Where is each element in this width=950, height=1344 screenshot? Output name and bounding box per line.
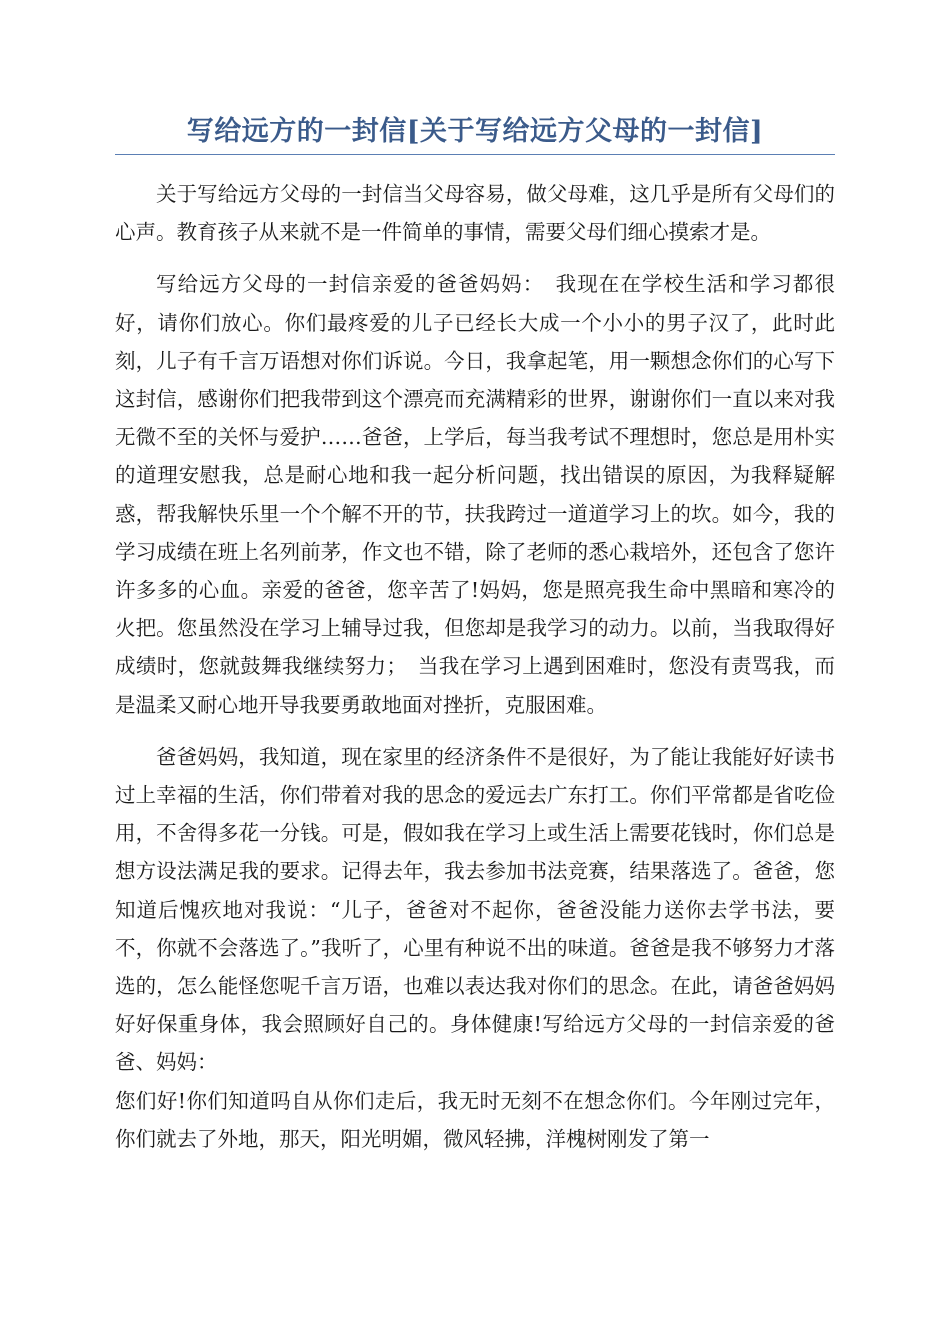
paragraph-letter-two: 爸爸妈妈，我知道，现在家里的经济条件不是很好，为了能让我能好好读书过上幸福的生活，你们带着对我的思念的爱远去广东打工。你们平常都是省吃俭用，不舍得多花一分钱。可是，假如我在学习上或生活上需要花钱时，你们总是想方设法满足我的要求。记得去年，我去参加书法竞赛，结果落选了。爸爸，您知道后愧疚地对我说：“儿子，爸爸对不起你，爸爸没能力送你去学书法，要不，你就不会落选了。”我听了，心里有种说不出的味道。爸爸是我不够努力才落选的，怎么能怪您呢千言万语，也难以表达我对你们的思念。在此，请爸爸妈妈好好保重身体，我会照顾好自己的。身体健康!写给远方父母的一封信亲爱的爸爸、妈妈： (115, 744, 835, 1075)
document-page (115, 112, 835, 1172)
paragraph-letter-one: 写给远方父母的一封信亲爱的爸爸妈妈： 我现在在学校生活和学习都很好，请你们放心。你们最疼爱的儿子已经长大成一个小小的男子汉了，此时此刻，儿子有千言万语想对你们诉说。今日，我拿起笔，用一颗想念你们的心写下这封信，感谢你们把我带到这个漂亮而充满精彩的世界，谢谢你们一直以来对我无微不至的关怀与爱护……爸爸，上学后，每当我考试不理想时，您总是用朴实的道理安慰我，总是耐心地和我一起分析问题，找出错误的原因，为我释疑解惑，帮我解快乐里一个个解不开的节，扶我跨过一道道学习上的坎。如今，我的学习成绩在班上名列前茅，作文也不错，除了老师的悉心栽培外，还包含了您许许多多的心血。亲爱的爸爸，您辛苦了!妈妈，您是照亮我生命中黑暗和寒冷的火把。您虽然没在学习上辅导过我，但您却是我学习的动力。以前，当我取得好成绩时，您就鼓舞我继续努力； 当我在学习上遇到困难时，您没有责骂我，而是温柔又耐心地开导我要勇敢地面对挫折，克服困难。 (115, 272, 835, 717)
document-title: 写给远方的一封信[关于写给远方父母的一封信] (186, 116, 764, 147)
title-underline (115, 154, 835, 155)
paragraph-letter-three: 您们好!你们知道吗自从你们走后，我无时无刻不在想念你们。今年刚过完年，你们就去了外地，那天，阳光明媚，微风轻拂，洋槐树刚发了第一 (115, 1088, 835, 1151)
paragraph-intro: 关于写给远方父母的一封信当父母容易，做父母难，这几乎是所有父母们的心声。教育孩子从来就不是一件简单的事情，需要父母们细心摸索才是。 (115, 182, 835, 245)
